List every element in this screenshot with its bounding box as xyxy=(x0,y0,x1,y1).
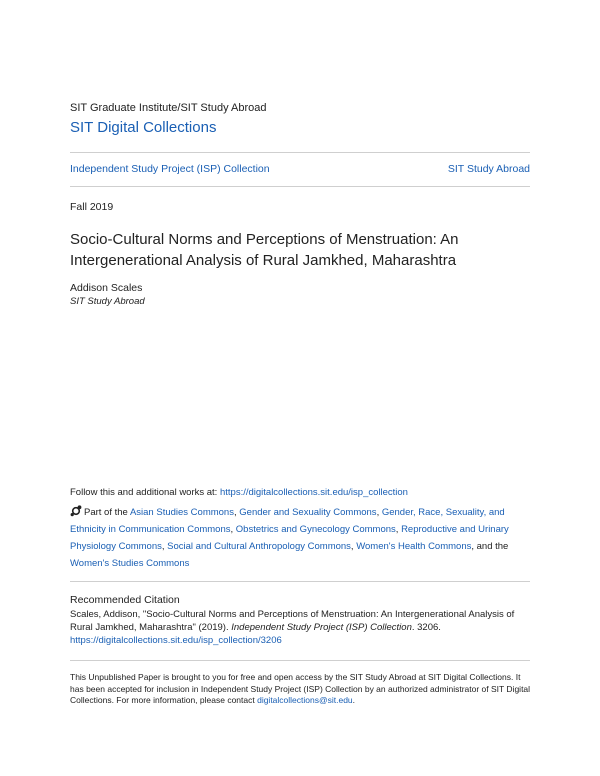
collection-url-link[interactable]: https://digitalcollections.sit.edu/isp_collection xyxy=(219,487,408,498)
notice-end: . xyxy=(352,695,356,705)
isp-collection-link[interactable]: Independent Study Project (ISP) Collection xyxy=(70,163,270,175)
womens-studies-link[interactable]: Women's Studies Commons xyxy=(70,558,190,569)
separator: , xyxy=(376,507,382,518)
gender-sexuality-link[interactable]: Gender and Sexuality Commons xyxy=(239,507,377,518)
obstetrics-gynecology-link[interactable]: Obstetrics and Gynecology Commons xyxy=(235,524,396,535)
citation-text: Scales, Addison, "Socio-Cultural Norms and Perceptions of Menstruation: An Intergenerational Analysis of Rural Jamkhed, Maharashtra" (2019). xyxy=(70,609,515,633)
citation-url-link[interactable]: https://digitalcollections.sit.edu/isp_collection/3206 xyxy=(70,635,282,646)
asian-studies-link[interactable]: Asian Studies Commons xyxy=(129,507,234,518)
notice-text: This Unpublished Paper is brought to you for free and open access by the SIT Study Abroad at SIT Digital Collections. It has been accepted for inclusion in Independent Study Project (ISP) Collection by an authorized administrator of SIT Digital Collections. For more information, please contact xyxy=(70,672,531,705)
part-of-prefix: Part of the xyxy=(84,507,130,518)
and-the-text: , and the xyxy=(471,541,509,552)
separator: , xyxy=(233,507,240,518)
womens-health-link[interactable]: Women's Health Commons xyxy=(356,541,472,552)
social-cultural-anthropology-link[interactable]: Social and Cultural Anthropology Commons xyxy=(167,541,351,552)
separator: , xyxy=(161,541,168,552)
separator: , xyxy=(230,524,236,535)
follow-prefix: Follow this and additional works at: xyxy=(70,487,220,498)
contact-email-link[interactable]: digitalcollections@sit.edu xyxy=(257,695,353,705)
paper-title: Socio-Cultural Norms and Perceptions of Menstruation: An Intergenerational Analysis of Rural Jamkhed, Maharashtra xyxy=(70,231,459,269)
access-notice xyxy=(70,672,536,707)
citation-body xyxy=(70,608,536,647)
author-affiliation: SIT Study Abroad xyxy=(70,296,145,307)
gender-race-communication-link[interactable]: Gender, Race, Sexuality, and Ethnicity in Communication Commons xyxy=(70,507,505,535)
top-divider xyxy=(70,152,530,153)
institution-name: SIT Graduate Institute/SIT Study Abroad xyxy=(70,102,267,114)
nav-divider xyxy=(70,186,530,187)
separator: , xyxy=(395,524,402,535)
author-name: Addison Scales xyxy=(70,282,143,294)
digital-collections-link[interactable]: SIT Digital Collections xyxy=(70,119,217,136)
follow-line xyxy=(70,487,408,498)
publication-date: Fall 2019 xyxy=(70,201,114,213)
part-of-commons xyxy=(70,504,532,572)
notice-divider xyxy=(70,660,530,661)
sit-study-abroad-link[interactable]: SIT Study Abroad xyxy=(447,163,530,175)
citation-number: . 3206. xyxy=(411,622,441,633)
citation-series: Independent Study Project (ISP) Collection xyxy=(231,622,412,633)
reproductive-urinary-link[interactable]: Reproductive and Urinary Physiology Commons xyxy=(70,524,509,552)
citation-divider xyxy=(70,581,530,582)
separator: , xyxy=(350,541,357,552)
network-commons-icon xyxy=(70,505,82,517)
citation-heading: Recommended Citation xyxy=(70,594,180,606)
